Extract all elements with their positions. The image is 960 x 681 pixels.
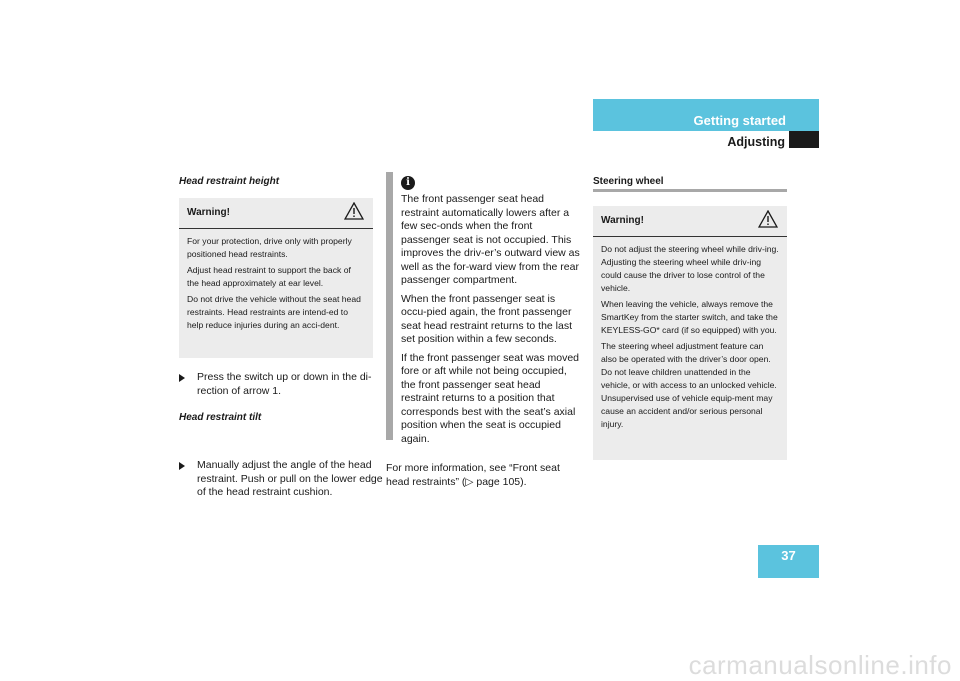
- more-info-text: For more information, see “Front seat head restraints” (▷ page 105).: [386, 462, 560, 488]
- bullet-manual-adjust: [179, 459, 389, 500]
- section-bar: [593, 131, 819, 153]
- chapter-title: Getting started: [693, 113, 786, 128]
- bullet-arrow-icon: [179, 462, 185, 470]
- bullet-press-switch: [179, 371, 389, 398]
- warning-box-head-restraint: [179, 198, 373, 358]
- warning-header: [593, 206, 787, 237]
- note-paragraph: If the front passenger seat was moved fore or aft while not being occupied, the front passenger seat head restraint returns to a position that corresponds best with the seat’s axial position when the seat is occupied again.: [401, 351, 580, 445]
- warning-triangle-icon: [758, 210, 778, 228]
- warning-paragraph: When leaving the vehicle, always remove the SmartKey from the starter switch, and take the KEYLESS-GO* card (if so equipped) with you.: [601, 299, 778, 335]
- note-paragraph: The front passenger seat head restraint automatically lowers after a few sec-onds when the front passenger seat is not occupied. This improves the driv-er’s outward view as well as the for-ward view from the rear passenger compartment.: [401, 193, 580, 286]
- watermark: carmanualsonline.info: [688, 650, 952, 680]
- section-title: Adjusting: [727, 135, 785, 149]
- chapter-tab: [593, 99, 819, 131]
- info-icon: i: [401, 176, 415, 190]
- page-number: 37: [758, 545, 819, 578]
- bullet-text: Press the switch up or down in the di-rection of arrow 1.: [197, 371, 372, 397]
- heading-head-restraint-height: Head restraint height: [179, 176, 280, 187]
- note-text: [401, 193, 581, 451]
- warning-paragraph: For your protection, drive only with properly positioned head restraints.: [187, 236, 352, 259]
- warning-body: [593, 237, 787, 440]
- warning-box-steering-wheel: [593, 206, 787, 460]
- note-bar: [386, 172, 393, 440]
- heading-steering-wheel: Steering wheel: [593, 176, 664, 187]
- warning-title: Warning!: [601, 215, 644, 226]
- warning-paragraph: Do not drive the vehicle without the seat head restraints. Head restraints are intend-ed to help reduce injuries during an acci-dent.: [187, 294, 361, 330]
- warning-paragraph: Do not adjust the steering wheel while driv-ing. Adjusting the steering wheel while driv-ing could cause the driver to lose control of the vehicle.: [601, 244, 779, 293]
- warning-header: [179, 198, 373, 229]
- bullet-arrow-icon: [179, 374, 185, 382]
- warning-paragraph: Adjust head restraint to support the back of the head approximately at ear level.: [187, 265, 351, 288]
- note-paragraph: When the front passenger seat is occu-pied again, the front passenger seat head restraint returns to the last set position within a few seconds.: [401, 292, 573, 345]
- warning-title: Warning!: [187, 207, 230, 218]
- warning-body: [179, 229, 373, 341]
- heading-head-restraint-tilt: Head restraint tilt: [179, 412, 262, 423]
- bullet-text: Manually adjust the angle of the head restraint. Push or pull on the lower edge of the head restraint cushion.: [197, 459, 383, 498]
- section-rule: [593, 189, 787, 192]
- warning-triangle-icon: [344, 202, 364, 220]
- section-marker: [789, 131, 819, 148]
- warning-paragraph: The steering wheel adjustment feature can also be operated with the driver’s door open. Do not leave children unattended in the vehicle, or with access to an unlocked vehicle. Unsupervised use of vehicle equip-ment may cause an accident and/or serious personal injury.: [601, 341, 777, 429]
